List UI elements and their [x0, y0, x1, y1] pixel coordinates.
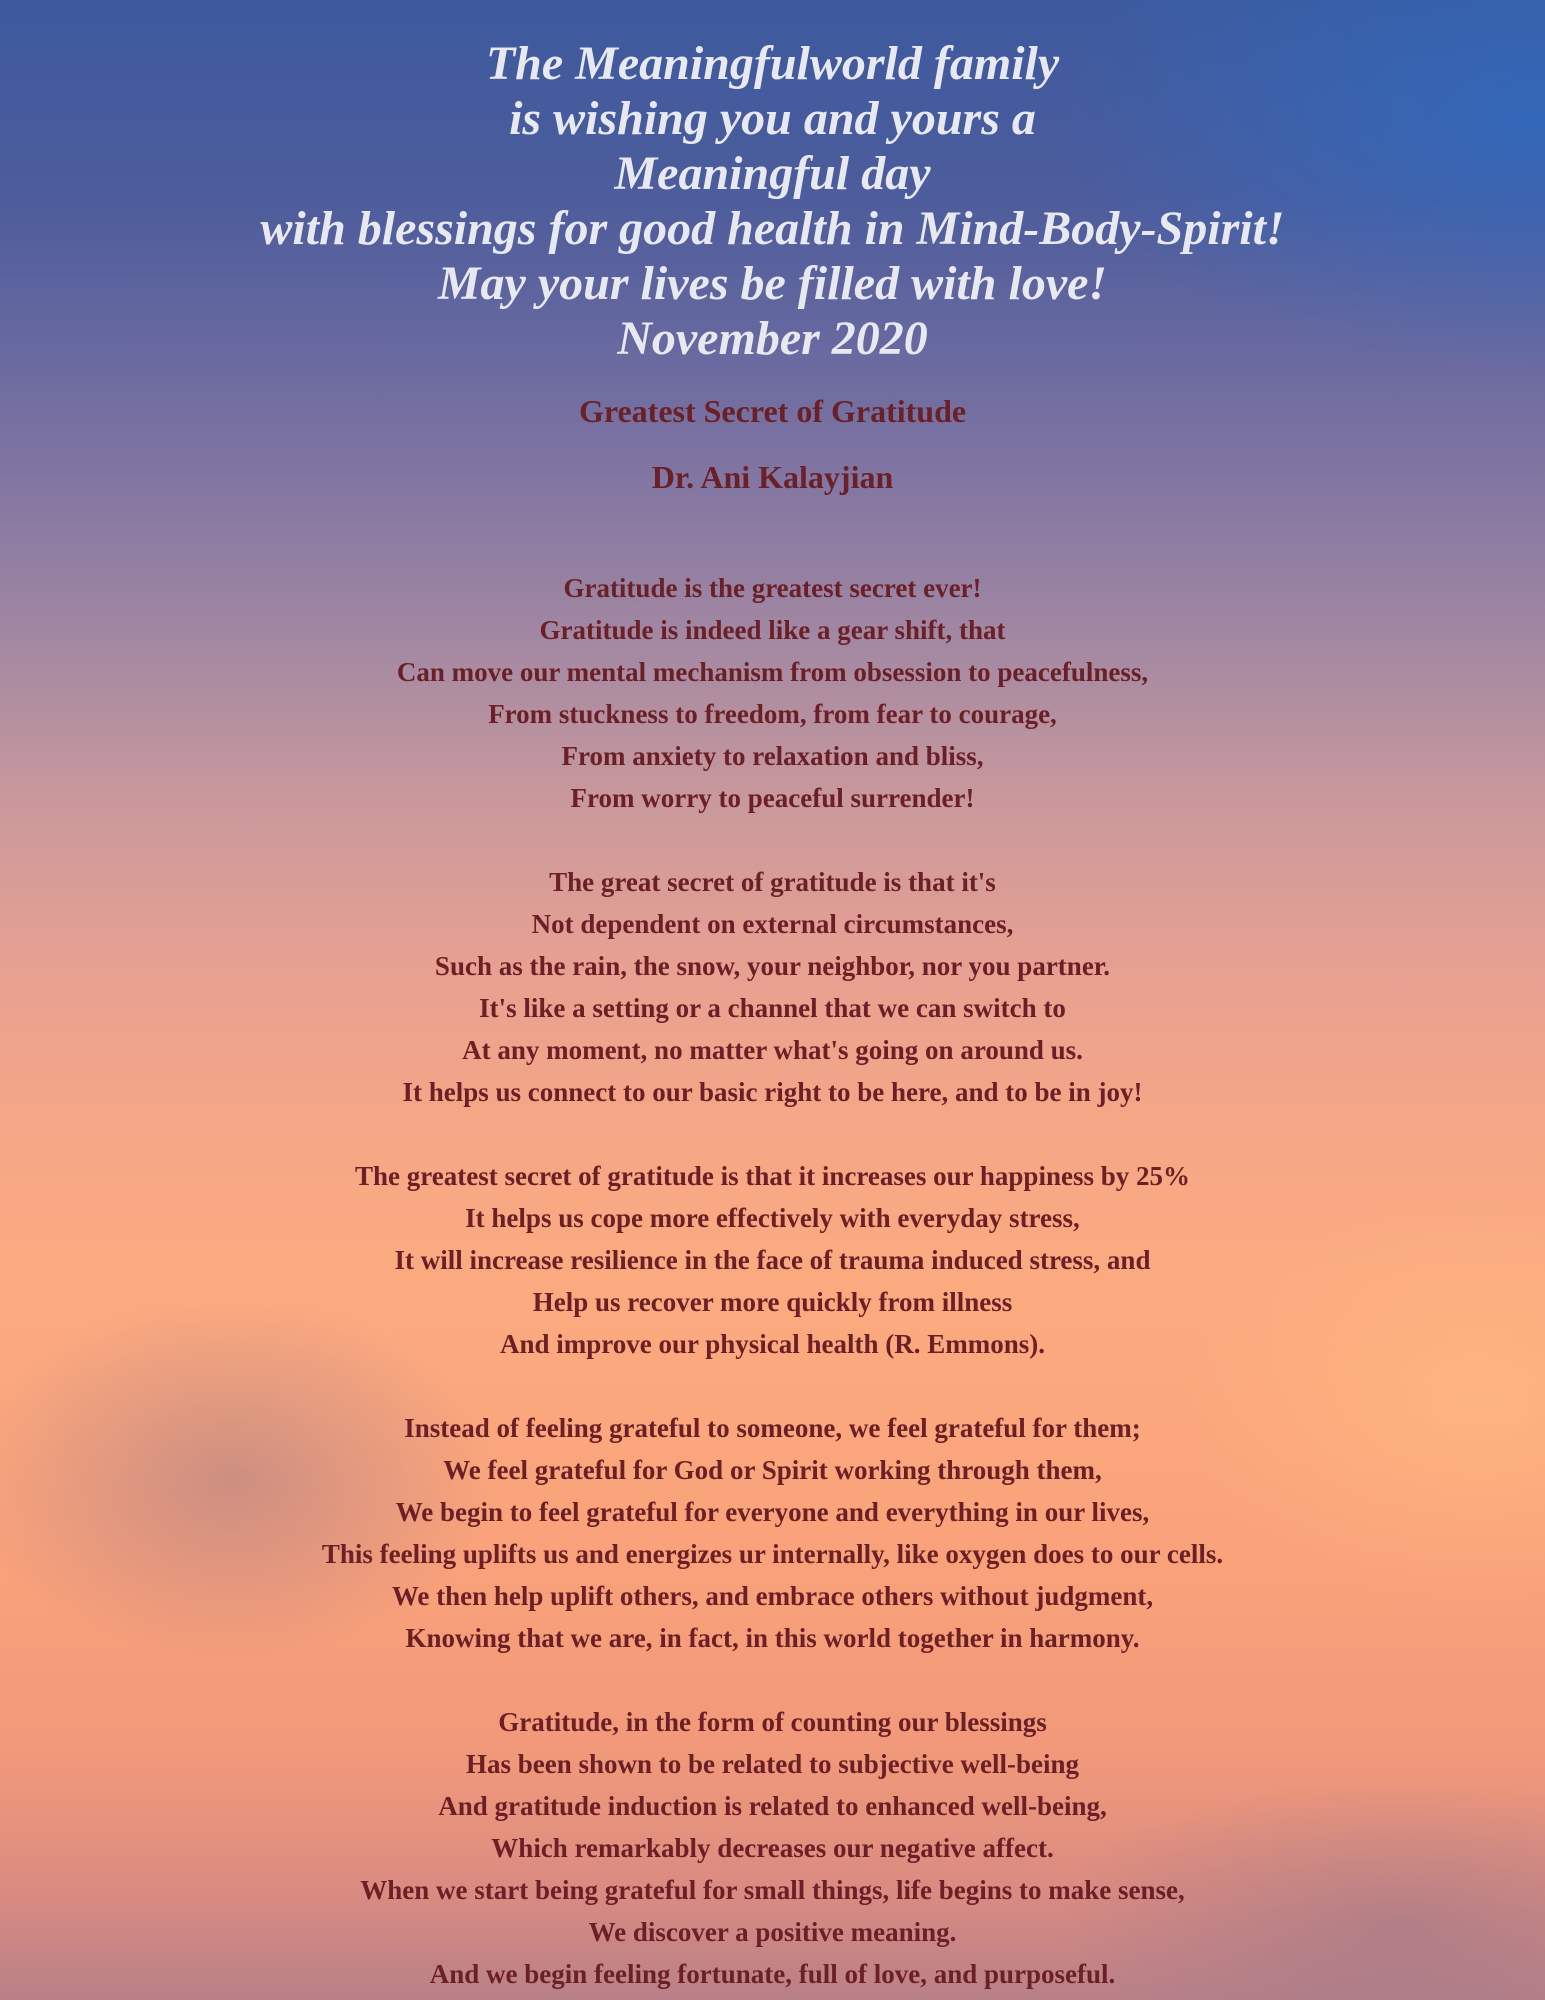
poem-line: Has been shown to be related to subjective well-being	[466, 1749, 1079, 1779]
poem-line: And we begin feeling fortunate, full of love, and purposeful.	[429, 1959, 1116, 1989]
stanza-3	[0, 1155, 1545, 1365]
poem-line: We discover a positive meaning.	[588, 1917, 957, 1947]
poem-author: Dr. Ani Kalayjian	[651, 459, 894, 495]
poem-line: At any moment, no matter what's going on around us.	[462, 1035, 1083, 1065]
poem	[0, 393, 1545, 1995]
greeting-line: Meaningful day	[614, 147, 931, 200]
greeting-line: The Meaningfulworld family	[485, 37, 1060, 90]
poem-line: This feeling uplifts us and energizes ur internally, like oxygen does to our cells.	[321, 1539, 1224, 1569]
poem-line: Which remarkably decreases our negative affect.	[491, 1833, 1054, 1863]
stanza-5	[0, 1701, 1545, 1995]
poem-line: When we start being grateful for small things, life begins to make sense,	[360, 1875, 1185, 1905]
poem-line: Gratitude is the greatest secret ever!	[563, 573, 982, 603]
poem-line: The greatest secret of gratitude is that it increases our happiness by 25%	[355, 1161, 1190, 1191]
poem-title: Greatest Secret of Gratitude	[578, 393, 967, 429]
greeting-line: with blessings for good health in Mind-Body-Spirit!	[260, 202, 1285, 255]
greeting-line: May your lives be filled with love!	[437, 257, 1108, 310]
greeting-date: November 2020	[617, 312, 928, 365]
poem-line: From worry to peaceful surrender!	[570, 783, 975, 813]
poem-line: It helps us cope more effectively with everyday stress,	[465, 1203, 1080, 1233]
poem-line: Gratitude, in the form of counting our blessings	[498, 1707, 1047, 1737]
poem-line: Such as the rain, the snow, your neighbor, nor you partner.	[434, 951, 1111, 981]
poem-line: We begin to feel grateful for everyone and everything in our lives,	[395, 1497, 1150, 1527]
poem-line: And improve our physical health (R. Emmons).	[499, 1329, 1046, 1359]
stanza-2	[0, 861, 1545, 1113]
poem-line: The great secret of gratitude is that it's	[549, 867, 996, 897]
poem-line: It's like a setting or a channel that we can switch to	[479, 993, 1066, 1023]
poem-line: From anxiety to relaxation and bliss,	[561, 741, 984, 771]
poem-line: Help us recover more quickly from illness	[532, 1287, 1013, 1317]
poem-line: Knowing that we are, in fact, in this world together in harmony.	[405, 1623, 1140, 1653]
poem-line: We feel grateful for God or Spirit working through them,	[443, 1455, 1102, 1485]
poem-line: It helps us connect to our basic right to be here, and to be in joy!	[402, 1077, 1143, 1107]
poem-line: Can move our mental mechanism from obsession to peacefulness,	[396, 657, 1149, 687]
stanza-1	[0, 567, 1545, 819]
poem-line: From stuckness to freedom, from fear to courage,	[488, 699, 1057, 729]
greeting-header	[0, 36, 1545, 366]
poem-line: Gratitude is indeed like a gear shift, that	[539, 615, 1006, 645]
greeting-line: is wishing you and yours a	[509, 92, 1036, 145]
poem-line: And gratitude induction is related to enhanced well-being,	[438, 1791, 1107, 1821]
poem-line: Not dependent on external circumstances,	[531, 909, 1014, 939]
poem-line: We then help uplift others, and embrace others without judgment,	[391, 1581, 1154, 1611]
stanza-4	[0, 1407, 1545, 1659]
poem-line: Instead of feeling grateful to someone, we feel grateful for them;	[404, 1413, 1141, 1443]
poem-line: It will increase resilience in the face of trauma induced stress, and	[394, 1245, 1151, 1275]
